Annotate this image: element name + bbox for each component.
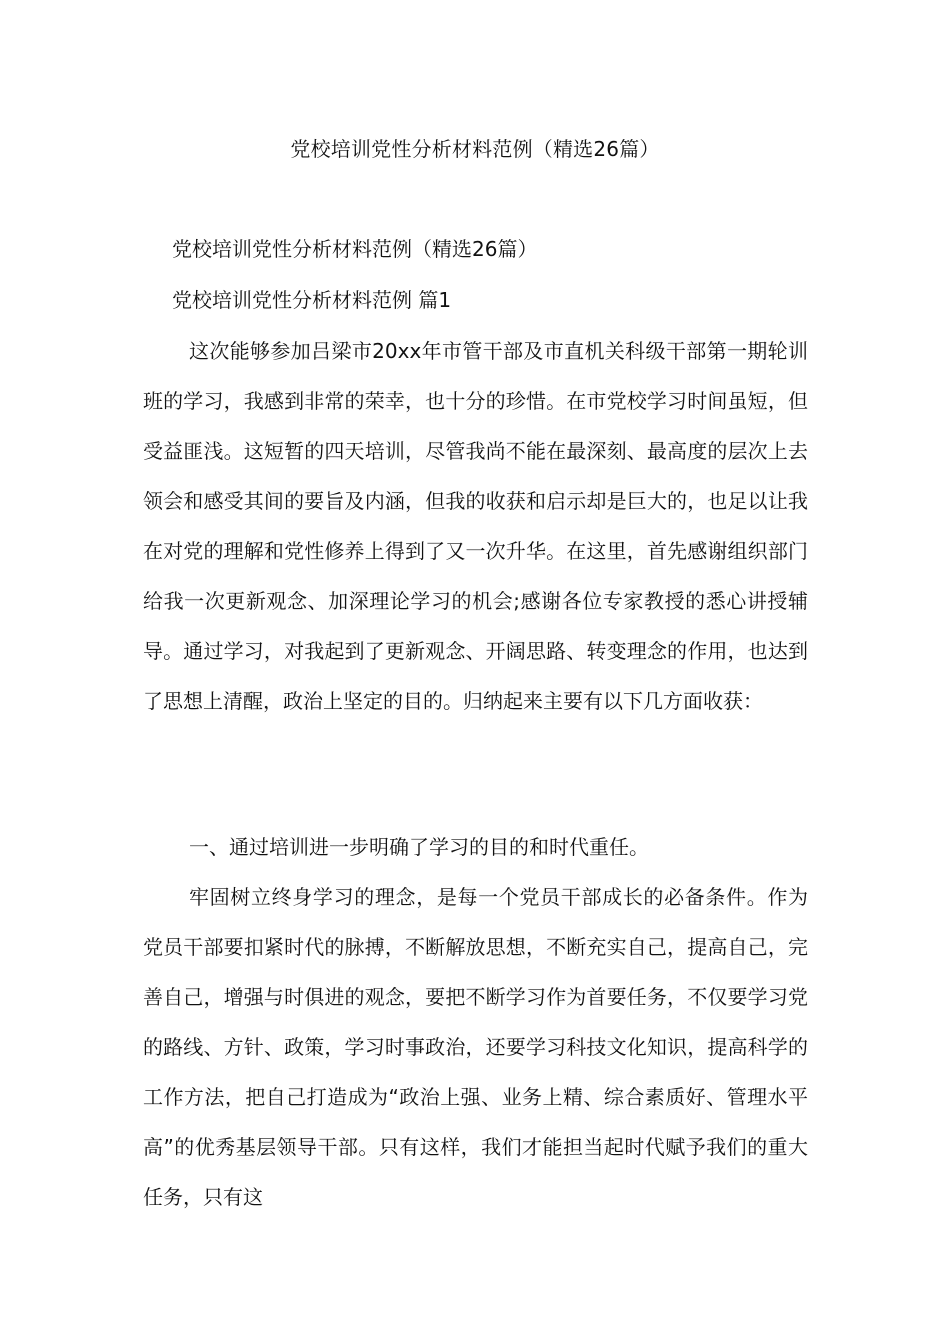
document-title: 党校培训党性分析材料范例（精选26篇） xyxy=(290,137,660,161)
section-heading: 党校培训党性分析材料范例 篇1 xyxy=(172,288,452,312)
document-subtitle: 党校培训党性分析材料范例（精选26篇） xyxy=(172,237,538,261)
paragraph-heading-one: 一、通过培训进一步明确了学习的目的和时代重任。 xyxy=(189,835,649,859)
paragraph-lifelong-learning: 牢固树立终身学习的理念，是每一个党员干部成长的必备条件。作为党员干部要扣紧时代的脉搏，不断解放思想，不断充实自己，提高自己，完善自己，增强与时俱进的观念，要把不断学习作为首要任务，不仅要学习党的路线、方针、政策，学习时事政治，还要学习科技文化知识，提高科学的工作方法，把自己打造成为“政治上强、业务上精、综合素质好、管理水平高”的优秀基层领导干部。只有这样，我们才能担当起时代赋予我们的重大任务，只有这 xyxy=(143,885,808,1209)
paragraph-intro: 这次能够参加吕梁市20xx年市管干部及市直机关科级干部第一期轮训班的学习，我感到非常的荣幸，也十分的珍惜。在市党校学习时间虽短，但受益匪浅。这短暂的四天培训，尽管我尚不能在最深刻、最高度的层次上去领会和感受其间的要旨及内涵，但我的收获和启示却是巨大的，也足以让我在对党的理解和党性修养上得到了又一次升华。在这里，首先感谢组织部门给我一次更新观念、加深理论学习的机会;感谢各位专家教授的悉心讲授辅导。通过学习，对我起到了更新观念、开阔思路、转变理念的作用，也达到了思想上清醒，政治上坚定的目的。归纳起来主要有以下几方面收获： xyxy=(143,339,808,713)
